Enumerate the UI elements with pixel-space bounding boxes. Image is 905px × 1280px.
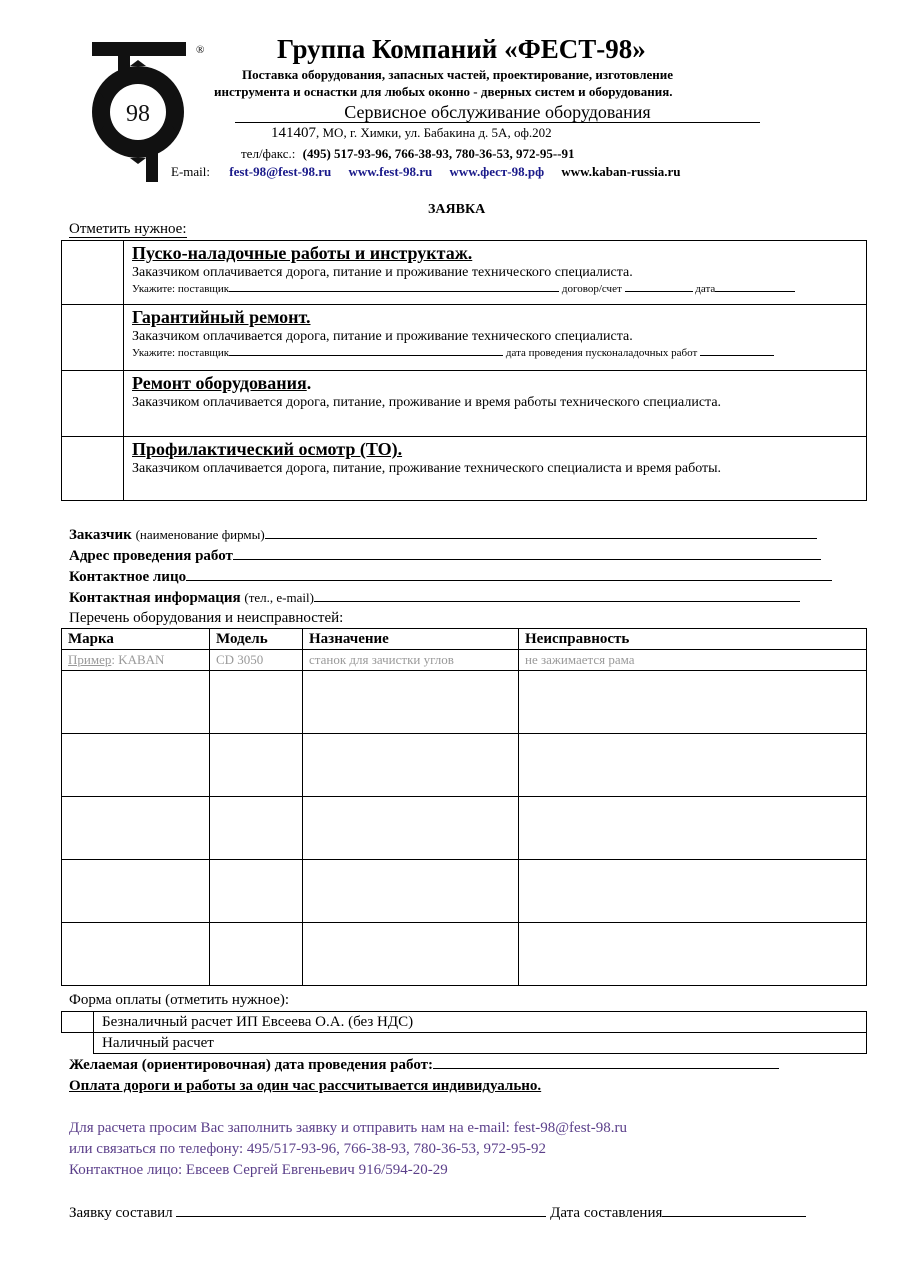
service-specify xyxy=(132,346,866,360)
fault-cell[interactable] xyxy=(519,860,867,923)
service-cell xyxy=(124,371,867,437)
commissioning-date-field[interactable] xyxy=(700,354,774,356)
customer-input[interactable] xyxy=(265,537,817,539)
service-title-text: Ремонт оборудования xyxy=(132,373,307,393)
example-row xyxy=(62,650,867,671)
model-cell[interactable] xyxy=(210,671,303,734)
website-link-2[interactable]: www.фест-98.рф xyxy=(449,164,545,179)
service-title: Сервисное обслуживание оборудования xyxy=(235,103,760,123)
purpose-cell[interactable] xyxy=(303,797,519,860)
contact-line-1: Для расчета просим Вас заполнить заявку и отправить нам на e-mail: fest-98@fest-98.ru xyxy=(69,1120,627,1136)
brand-cell[interactable] xyxy=(62,797,210,860)
service-row xyxy=(62,371,867,437)
payment-label: Форма оплаты (отметить нужное): xyxy=(69,992,290,1008)
email-label: E-mail: xyxy=(171,164,210,179)
service-checkbox[interactable] xyxy=(62,371,124,437)
company-title: Группа Компаний «ФЕСТ-98» xyxy=(277,34,646,64)
composed-by-label: Заявку составил xyxy=(69,1205,173,1221)
fault-cell[interactable] xyxy=(519,797,867,860)
address-index: 141407 xyxy=(271,125,316,141)
supplier-field[interactable] xyxy=(229,290,559,292)
desired-date-label: Желаемая (ориентировочная) дата проведения работ: xyxy=(69,1057,433,1073)
contact-info-label: Контактная информация xyxy=(69,590,241,606)
contact-person-field xyxy=(69,569,832,586)
payment-checkbox[interactable] xyxy=(62,1033,94,1054)
fault-cell[interactable] xyxy=(519,923,867,986)
specify-label: Укажите: поставщик xyxy=(132,347,230,359)
phone-numbers: (495) 517-93-96, 766-38-93, 780-36-53, 972-95--91 xyxy=(302,146,575,161)
website-link-1[interactable]: www.fest-98.ru xyxy=(348,164,433,179)
service-cell xyxy=(124,305,867,371)
service-description: Заказчиком оплачивается дорога, питание и проживание технического специалиста. xyxy=(132,265,633,280)
payment-option: Наличный расчет xyxy=(94,1033,867,1054)
contact-line-2: или связаться по телефону: 495/517-93-96, 766-38-93, 780-36-53, 972-95-92 xyxy=(69,1141,547,1157)
header-line-2: инструмента и оснастки для любых оконно - дверных систем и оборудования. xyxy=(214,84,673,99)
column-header: Неисправность xyxy=(519,629,867,650)
contact-info-input[interactable] xyxy=(314,600,800,602)
payment-option: Безналичный расчет ИП Евсеева О.А. (без НДС) xyxy=(94,1012,867,1033)
customer-field xyxy=(69,527,817,544)
registered-mark: ® xyxy=(196,44,205,56)
contact-info-note: (тел., e-mail) xyxy=(244,590,314,605)
service-title xyxy=(132,373,866,394)
purpose-cell[interactable] xyxy=(303,860,519,923)
payment-table xyxy=(61,1011,867,1054)
column-header: Марка xyxy=(62,629,210,650)
work-address-label: Адрес проведения работ xyxy=(69,548,233,564)
supplier-field[interactable] xyxy=(229,354,503,356)
company-logo xyxy=(88,42,188,182)
brand-cell[interactable] xyxy=(62,860,210,923)
example-brand-text: : KABAN xyxy=(111,652,165,667)
contact-person-label: Контактное лицо xyxy=(69,569,187,585)
service-title: Гарантийный ремонт. xyxy=(132,307,311,327)
service-title-suffix: . xyxy=(306,373,312,393)
date-label: дата xyxy=(695,283,716,295)
equipment-row xyxy=(62,671,867,734)
contact-line-3: Контактное лицо: Евсеев Сергей Евгеньевич 916/594-20-29 xyxy=(69,1162,448,1178)
equipment-row xyxy=(62,797,867,860)
service-checkbox[interactable] xyxy=(62,241,124,305)
address-rest: , МО, г. Химки, ул. Бабакина д. 5А, оф.202 xyxy=(316,125,552,140)
address-field xyxy=(69,548,821,565)
fault-cell[interactable] xyxy=(519,671,867,734)
equipment-row xyxy=(62,860,867,923)
customer-label: Заказчик xyxy=(69,527,132,543)
service-title: Пуско-наладочные работы и инструктаж. xyxy=(132,243,473,263)
payment-checkbox[interactable] xyxy=(62,1012,94,1033)
address xyxy=(271,125,552,142)
payment-option-row xyxy=(62,1012,867,1033)
contract-field[interactable] xyxy=(625,290,693,292)
model-cell[interactable] xyxy=(210,923,303,986)
logo-text: 98 xyxy=(126,101,150,127)
purpose-cell[interactable] xyxy=(303,734,519,797)
desired-date-field xyxy=(69,1057,779,1074)
fault-cell[interactable] xyxy=(519,734,867,797)
services-table xyxy=(61,240,867,501)
service-cell xyxy=(124,241,867,305)
example-purpose: станок для зачистки углов xyxy=(303,650,519,671)
service-description: Заказчиком оплачивается дорога, питание, проживание и время работы технического специалиста. xyxy=(132,395,722,410)
phones-line xyxy=(241,146,575,162)
model-cell[interactable] xyxy=(210,797,303,860)
contact-person-input[interactable] xyxy=(186,579,832,581)
service-specify xyxy=(132,282,866,296)
email-link[interactable]: fest-98@fest-98.ru xyxy=(229,164,332,179)
individual-pricing-note: Оплата дороги и работы за один час рассчитывается индивидуально. xyxy=(69,1078,542,1094)
model-cell[interactable] xyxy=(210,860,303,923)
brand-cell[interactable] xyxy=(62,923,210,986)
column-header: Назначение xyxy=(303,629,519,650)
service-checkbox[interactable] xyxy=(62,305,124,371)
work-address-input[interactable] xyxy=(233,558,821,560)
brand-cell[interactable] xyxy=(62,734,210,797)
composed-by-field xyxy=(69,1205,806,1222)
service-checkbox[interactable] xyxy=(62,437,124,501)
date-field[interactable] xyxy=(715,290,795,292)
example-prefix: Пример xyxy=(68,652,112,667)
header-line-1: Поставка оборудования, запасных частей, проектирование, изготовление xyxy=(242,67,674,82)
contact-info-field xyxy=(69,590,800,607)
desired-date-input[interactable] xyxy=(433,1067,779,1069)
contacts-line xyxy=(171,164,681,180)
model-cell[interactable] xyxy=(210,734,303,797)
service-title: Профилактический осмотр (ТО). xyxy=(132,439,403,459)
form-title: ЗАЯВКА xyxy=(428,202,486,217)
purpose-cell[interactable] xyxy=(303,671,519,734)
service-row xyxy=(62,241,867,305)
payment-option-row xyxy=(62,1033,867,1054)
equipment-list-label: Перечень оборудования и неисправностей: xyxy=(69,610,344,626)
service-row xyxy=(62,305,867,371)
composition-date-label: Дата составления xyxy=(550,1205,663,1221)
service-description: Заказчиком оплачивается дорога, питание и проживание технического специалиста. xyxy=(132,329,633,344)
example-fault: не зажимается рама xyxy=(519,650,867,671)
equipment-row xyxy=(62,923,867,986)
specify-label: Укажите: поставщик xyxy=(132,283,230,295)
mark-needed-label: Отметить нужное: xyxy=(69,221,187,237)
column-header: Модель xyxy=(210,629,303,650)
service-cell xyxy=(124,437,867,501)
equipment-row xyxy=(62,734,867,797)
website-link-3[interactable]: www.kaban-russia.ru xyxy=(561,164,681,179)
phone-label: тел/факс.: xyxy=(241,146,296,161)
composition-date-input[interactable] xyxy=(662,1215,806,1217)
equipment-header-row xyxy=(62,629,867,650)
service-description: Заказчиком оплачивается дорога, питание, проживание технического специалиста и время работы. xyxy=(132,461,722,476)
customer-note: (наименование фирмы) xyxy=(135,527,265,542)
service-row xyxy=(62,437,867,501)
composed-by-input[interactable] xyxy=(176,1215,546,1217)
example-model: CD 3050 xyxy=(210,650,303,671)
purpose-cell[interactable] xyxy=(303,923,519,986)
contract-label: договор/счет xyxy=(561,283,622,295)
commissioning-date-label: дата проведения пусконаладочных работ xyxy=(505,347,698,359)
example-brand xyxy=(62,650,210,671)
equipment-table xyxy=(61,628,867,986)
brand-cell[interactable] xyxy=(62,671,210,734)
